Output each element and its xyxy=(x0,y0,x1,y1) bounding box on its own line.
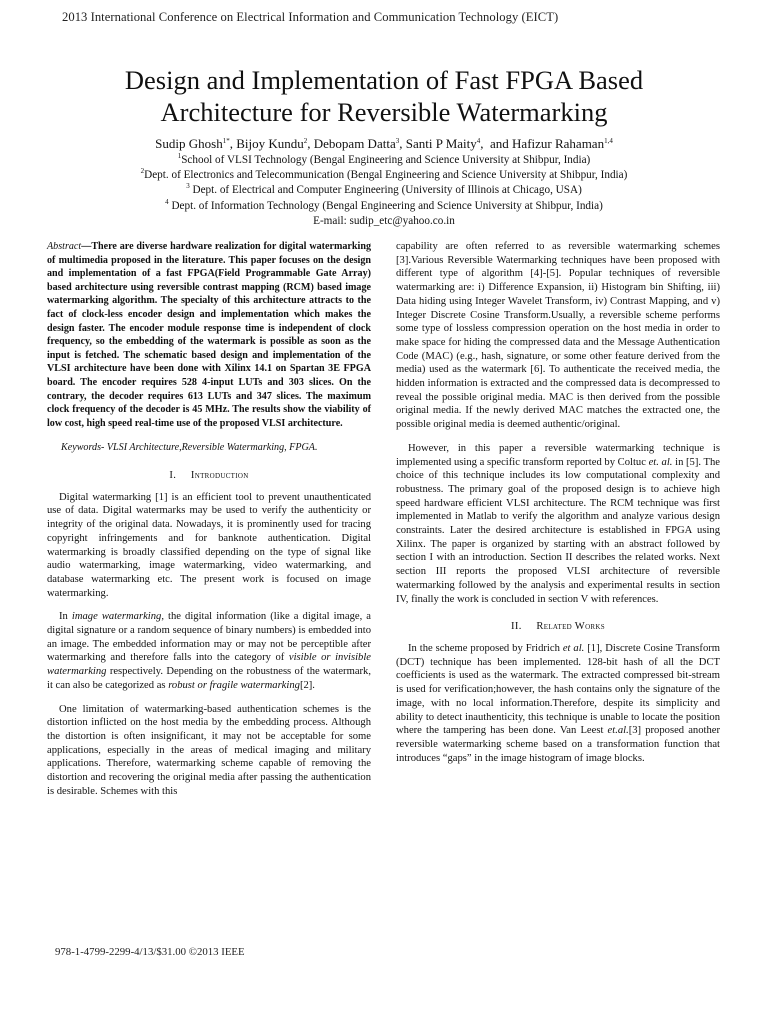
emphasis: image watermarking xyxy=(71,611,162,623)
abstract-body: There are diverse hardware realization for digital watermarking of multimedia proposed in the literature. This paper focuses on the design and implementation of a fast FPGA(Field Programmable Gate Array) based architecture using reversible contrast mapping (RCM) based image watermarking algorithm. The specialty of this architecture attracts to the fact of clock-less encoder design and implementation which makes the design faster. The encoder module response time is independent of clock frequency, so the embedding of the watermark is possible as soon as the input is fetched. The schematic based design and implementation of the VLSI architecture have been done with Xilinx 14.1 on Spartan 3E FPGA board. The encoder requires 528 4-input LUTs and 303 slices. On the contrary, the decoder requires 613 LUTs and 347 slices. The maximum clock frequency of the decoder is 45 MHz. The results show the viability of low cost, high speed real-time use of the proposed VLSI architecture. xyxy=(47,241,371,429)
section-number: I. xyxy=(169,470,177,482)
email-line: E-mail: sudip_etc@yahoo.co.in xyxy=(313,214,455,227)
abstract xyxy=(47,240,371,430)
text-run: , the digital information (like a digital image, a digital signature or a random sequence of binary numbers) is embedded into an image. The embedded information may or may not be perceptible after watermarking and therefore falls into the category of xyxy=(47,611,371,664)
affiliation-mark: 2 xyxy=(140,167,145,176)
author-mark: 3 xyxy=(395,137,400,145)
affiliation-text: Dept. of Electrical and Computer Engineering (University of Illinois at Chicago, USA) xyxy=(189,184,582,197)
section-heading-related-works xyxy=(396,620,720,634)
conference-header: 2013 International Conference on Electrical Information and Communication Technology (EICT) xyxy=(62,10,559,24)
text-run: in [5]. The choice of this technique includes its low computational complexity and robustness. The primary goal of the proposed design is to achieve high speed hardware efficient VLSI architecture. The RCM technique was first implemented in Matlab to verify the algorithm and analyze various design constraints. Later the desired architecture is established in FPGA using Xilinx. The paper is organized by starting with an abstract followed by section I with an introduction. Section II describes the related works. Next section III reports the proposed VLSI architecture of reversible watermarking followed by the analysis and experimental results in section IV, finally the work is concluded in section V with references. xyxy=(396,456,720,605)
section-number: II. xyxy=(511,621,522,633)
affiliation-line xyxy=(20,153,748,168)
affiliation-line xyxy=(20,183,748,198)
affiliation-mark: 1 xyxy=(177,152,182,160)
right-column xyxy=(396,240,720,775)
paragraph xyxy=(396,642,720,765)
author-name: Debopam Datta xyxy=(313,136,396,151)
emphasis: et al. xyxy=(562,642,585,654)
abstract-lead: Abstract xyxy=(47,241,82,252)
emphasis: et.al. xyxy=(607,725,629,737)
author-list: Sudip Ghosh$^{1*}$, Bijoy Kundu$^2$, Debopam Datta$^3$, Santi P Maity$^4$, and Hafizur Rahaman$^{1,4}$ xyxy=(155,136,613,151)
affiliation-mark: 4 xyxy=(165,197,169,206)
author-name: Hafizur Rahaman xyxy=(512,136,605,151)
keywords: Keywords- VLSI Architecture,Reversible Watermarking, FPGA. xyxy=(61,442,318,454)
author-name: Sudip Ghosh xyxy=(155,136,223,151)
affiliations xyxy=(20,153,748,229)
section-title: Related Works xyxy=(536,621,605,633)
paper-title xyxy=(40,64,728,128)
emphasis: robust or fragile watermarking xyxy=(168,679,300,691)
emphasis: visible or invisible watermarking xyxy=(47,652,372,678)
paragraph: capability are often referred to as reversible watermarking schemes [3].Various Reversible Watermarking techniques have been proposed with different type of algorithm [4]-[5]. Popular techniques of reversible watermarking are: i) Difference Expansion, ii) Histogram bin Shifting, iii) Data hiding using Integer Wavelet Transform, iv) Contrast Mapping, and v) Integer Discrete Cosine Transform.Usually, a reversible scheme performs some type of lossless compression operation on the host media in order to make space for hiding the compressed data and the Message Authentication Code (MAC) (e.g., hash, signature, or some other feature derived from the media) used as the watermark [6]. To authenticate the received media, the hidden information is extracted and the compressed data is decompressed to reveal the possible original media. MAC is then derived from the possible original media. If the newly derived MAC matches the extracted one, the possible original media is deemed authentic/original. xyxy=(396,241,720,431)
author-name: Santi P Maity xyxy=(405,136,477,151)
text-run: respectively. Depending on the robustness of the watermark, it can also be categorized as xyxy=(47,666,371,691)
abstract-dash: — xyxy=(81,241,92,252)
text-run: However, in this paper a reversible watermarking technique is implemented using a specific transform reported by Coltuc xyxy=(396,442,720,468)
text-run: [2]. xyxy=(299,679,315,691)
author-mark: 1* xyxy=(222,137,230,145)
paragraph: One limitation of watermarking-based authentication schemes is the distortion inflicted on the host media by the embedding process. Although the distortion is often insignificant, it may not be acceptable for some applications, especially in the areas of medical imaging and military applications. Therefore, watermarking scheme capable of removing the distortion and recovering the original media after passing the authentication is desirable. Schemes with this xyxy=(47,703,371,797)
affiliation-line xyxy=(20,168,748,183)
copyright-footer: 978-1-4799-2299-4/13/$31.00 ©2013 IEEE xyxy=(55,946,245,958)
emphasis: et. al. xyxy=(648,456,673,468)
affiliation-mark: 3 xyxy=(186,182,190,191)
text-run: In xyxy=(59,611,72,623)
title-line-2: Architecture for Reversible Watermarking xyxy=(160,97,608,127)
text-run: [1], Discrete Cosine Transform (DCT) technique has been implemented. 128-bit hash of all the DCT coefficients is used as the watermark. The extracted compressed bit-stream is used for verification;however, the hash contains only the signature of the image, with no local information.Therefore, despite its simplicity and ability to detect inauthenticity, this technique is unable to locate the position where the tampering has been done. Van Leest xyxy=(396,642,721,737)
paragraph xyxy=(396,442,720,606)
affiliation-text: School of VLSI Technology (Bengal Engineering and Science University at Shibpur, India) xyxy=(181,154,591,166)
affiliation-text: Dept. of Information Technology (Bengal Engineering and Science University at Shibpur, India) xyxy=(168,199,603,212)
author-name: Bijoy Kundu xyxy=(236,136,304,151)
text-run: In the scheme proposed by Fridrich xyxy=(408,642,563,654)
left-column xyxy=(47,240,371,808)
author-mark: 2 xyxy=(303,137,308,145)
paragraph: Digital watermarking [1] is an efficient tool to prevent unauthenticated use of data. Digital watermarks may be used to verify the authenticity or integrity of the original data. Nowadays, it is prominently used for tracing copyright infringements and for banknote authentication. Digital watermarking is broadly classified depending on the type of signal like audio watermarking, image watermarking, video watermarking, and database watermarking etc. The present work is focused on image watermarking. xyxy=(47,491,371,599)
author-mark: 1,4 xyxy=(604,137,613,145)
author-mark: 4 xyxy=(476,137,481,145)
affiliation-text: Dept. of Electronics and Telecommunication (Bengal Engineering and Science University at Shibpur, India) xyxy=(144,169,628,182)
section-heading-introduction xyxy=(47,469,371,483)
section-title: Introduction xyxy=(190,470,249,482)
title-line-1: Design and Implementation of Fast FPGA Based xyxy=(124,65,644,95)
affiliation-line xyxy=(20,199,748,214)
text-run: [3] proposed another reversible watermarking scheme based on a transformation function that introduces “gaps” in the image histogram of image blocks. xyxy=(396,725,720,764)
paragraph xyxy=(47,610,371,692)
